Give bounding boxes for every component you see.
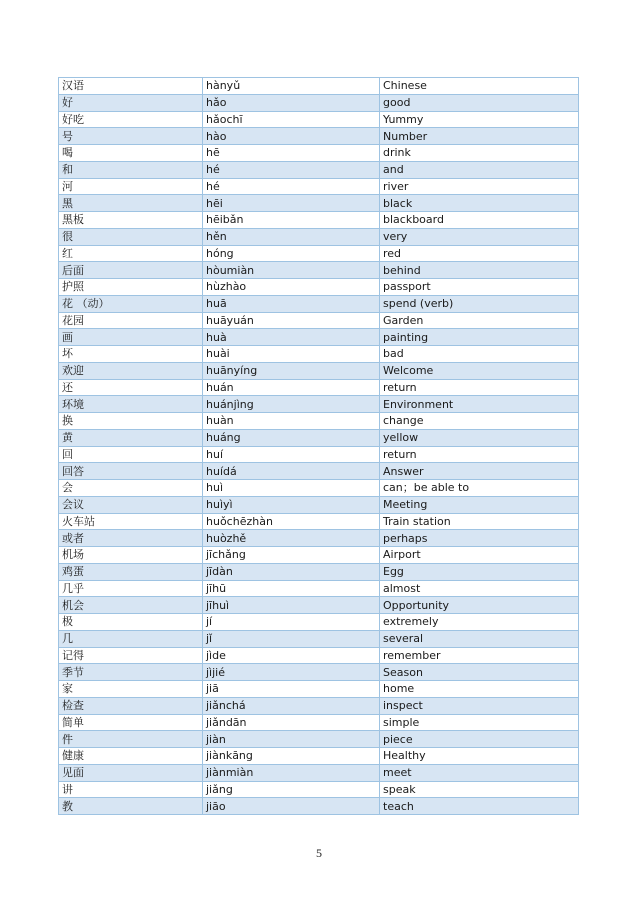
- chinese-word-cell: 回: [59, 446, 203, 463]
- table-row: [59, 748, 579, 765]
- pinyin-cell: hóng: [203, 245, 380, 262]
- vocabulary-table-body: [59, 78, 579, 815]
- table-row: [59, 681, 579, 698]
- pinyin-cell: huā: [203, 295, 380, 312]
- english-meaning-cell: Egg: [380, 563, 579, 580]
- pinyin-cell: jiǎndān: [203, 714, 380, 731]
- english-meaning-cell: river: [380, 178, 579, 195]
- chinese-word-cell: 护照: [59, 279, 203, 296]
- chinese-word-cell: 火车站: [59, 513, 203, 530]
- table-row: [59, 530, 579, 547]
- english-meaning-cell: almost: [380, 580, 579, 597]
- table-row: [59, 647, 579, 664]
- table-row: [59, 329, 579, 346]
- chinese-word-cell: 机场: [59, 547, 203, 564]
- pinyin-cell: jiāo: [203, 798, 380, 815]
- english-meaning-cell: Opportunity: [380, 597, 579, 614]
- chinese-word-cell: 会议: [59, 496, 203, 513]
- pinyin-cell: hǎo: [203, 94, 380, 111]
- pinyin-cell: jí: [203, 614, 380, 631]
- chinese-word-cell: 讲: [59, 781, 203, 798]
- chinese-word-cell: 换: [59, 413, 203, 430]
- table-row: [59, 346, 579, 363]
- english-meaning-cell: Yummy: [380, 111, 579, 128]
- table-row: [59, 563, 579, 580]
- english-meaning-cell: drink: [380, 145, 579, 162]
- pinyin-cell: hēi: [203, 195, 380, 212]
- table-row: [59, 547, 579, 564]
- table-row: [59, 94, 579, 111]
- english-meaning-cell: Number: [380, 128, 579, 145]
- english-meaning-cell: speak: [380, 781, 579, 798]
- pinyin-cell: huí: [203, 446, 380, 463]
- table-row: [59, 212, 579, 229]
- chinese-word-cell: 季节: [59, 664, 203, 681]
- english-meaning-cell: passport: [380, 279, 579, 296]
- pinyin-cell: jiǎnchá: [203, 697, 380, 714]
- english-meaning-cell: bad: [380, 346, 579, 363]
- table-row: [59, 630, 579, 647]
- table-row: [59, 145, 579, 162]
- english-meaning-cell: change: [380, 413, 579, 430]
- pinyin-cell: huáng: [203, 429, 380, 446]
- english-meaning-cell: simple: [380, 714, 579, 731]
- chinese-word-cell: 还: [59, 379, 203, 396]
- table-row: [59, 262, 579, 279]
- chinese-word-cell: 好吃: [59, 111, 203, 128]
- chinese-word-cell: 教: [59, 798, 203, 815]
- pinyin-cell: jīdàn: [203, 563, 380, 580]
- table-row: [59, 714, 579, 731]
- chinese-word-cell: 见面: [59, 764, 203, 781]
- chinese-word-cell: 汉语: [59, 78, 203, 95]
- table-row: [59, 362, 579, 379]
- english-meaning-cell: and: [380, 161, 579, 178]
- english-meaning-cell: Meeting: [380, 496, 579, 513]
- table-row: [59, 764, 579, 781]
- pinyin-cell: hànyǔ: [203, 78, 380, 95]
- page-number: 5: [316, 846, 322, 860]
- pinyin-cell: jīhuì: [203, 597, 380, 614]
- pinyin-cell: hùzhào: [203, 279, 380, 296]
- english-meaning-cell: black: [380, 195, 579, 212]
- table-row: [59, 614, 579, 631]
- table-row: [59, 396, 579, 413]
- english-meaning-cell: home: [380, 681, 579, 698]
- pinyin-cell: hǎochī: [203, 111, 380, 128]
- chinese-word-cell: 号: [59, 128, 203, 145]
- table-row: [59, 446, 579, 463]
- english-meaning-cell: blackboard: [380, 212, 579, 229]
- table-row: [59, 480, 579, 497]
- english-meaning-cell: Airport: [380, 547, 579, 564]
- pinyin-cell: jiàn: [203, 731, 380, 748]
- pinyin-cell: huídá: [203, 463, 380, 480]
- english-meaning-cell: perhaps: [380, 530, 579, 547]
- english-meaning-cell: Train station: [380, 513, 579, 530]
- pinyin-cell: hào: [203, 128, 380, 145]
- chinese-word-cell: 黄: [59, 429, 203, 446]
- table-row: [59, 195, 579, 212]
- english-meaning-cell: yellow: [380, 429, 579, 446]
- chinese-word-cell: 极: [59, 614, 203, 631]
- pinyin-cell: hòumiàn: [203, 262, 380, 279]
- chinese-word-cell: 好: [59, 94, 203, 111]
- pinyin-cell: huǒchēzhàn: [203, 513, 380, 530]
- english-meaning-cell: Welcome: [380, 362, 579, 379]
- pinyin-cell: huāyuán: [203, 312, 380, 329]
- english-meaning-cell: return: [380, 446, 579, 463]
- table-row: [59, 496, 579, 513]
- english-meaning-cell: meet: [380, 764, 579, 781]
- english-meaning-cell: piece: [380, 731, 579, 748]
- table-row: [59, 228, 579, 245]
- pinyin-cell: huì: [203, 480, 380, 497]
- table-row: [59, 111, 579, 128]
- chinese-word-cell: 很: [59, 228, 203, 245]
- pinyin-cell: jìjié: [203, 664, 380, 681]
- english-meaning-cell: spend (verb): [380, 295, 579, 312]
- table-row: [59, 128, 579, 145]
- table-row: [59, 178, 579, 195]
- pinyin-cell: hē: [203, 145, 380, 162]
- english-meaning-cell: Environment: [380, 396, 579, 413]
- table-row: [59, 295, 579, 312]
- pinyin-cell: jǐ: [203, 630, 380, 647]
- chinese-word-cell: 和: [59, 161, 203, 178]
- chinese-word-cell: 喝: [59, 145, 203, 162]
- chinese-word-cell: 欢迎: [59, 362, 203, 379]
- table-row: [59, 597, 579, 614]
- chinese-word-cell: 后面: [59, 262, 203, 279]
- table-row: [59, 463, 579, 480]
- pinyin-cell: huàn: [203, 413, 380, 430]
- english-meaning-cell: Healthy: [380, 748, 579, 765]
- table-row: [59, 664, 579, 681]
- pinyin-cell: huòzhě: [203, 530, 380, 547]
- chinese-word-cell: 几: [59, 630, 203, 647]
- english-meaning-cell: can；be able to: [380, 480, 579, 497]
- chinese-word-cell: 健康: [59, 748, 203, 765]
- pinyin-cell: huánjìng: [203, 396, 380, 413]
- pinyin-cell: jiànkāng: [203, 748, 380, 765]
- english-meaning-cell: inspect: [380, 697, 579, 714]
- pinyin-cell: huānyíng: [203, 362, 380, 379]
- pinyin-cell: hěn: [203, 228, 380, 245]
- chinese-word-cell: 红: [59, 245, 203, 262]
- english-meaning-cell: very: [380, 228, 579, 245]
- table-row: [59, 513, 579, 530]
- chinese-word-cell: 检查: [59, 697, 203, 714]
- pinyin-cell: jīchǎng: [203, 547, 380, 564]
- chinese-word-cell: 或者: [59, 530, 203, 547]
- english-meaning-cell: behind: [380, 262, 579, 279]
- chinese-word-cell: 花 （动）: [59, 295, 203, 312]
- chinese-word-cell: 家: [59, 681, 203, 698]
- pinyin-cell: huán: [203, 379, 380, 396]
- pinyin-cell: jīhū: [203, 580, 380, 597]
- english-meaning-cell: extremely: [380, 614, 579, 631]
- table-row: [59, 379, 579, 396]
- english-meaning-cell: good: [380, 94, 579, 111]
- english-meaning-cell: remember: [380, 647, 579, 664]
- vocabulary-table: [58, 77, 579, 815]
- english-meaning-cell: several: [380, 630, 579, 647]
- chinese-word-cell: 会: [59, 480, 203, 497]
- table-row: [59, 312, 579, 329]
- english-meaning-cell: Answer: [380, 463, 579, 480]
- table-row: [59, 279, 579, 296]
- table-row: [59, 731, 579, 748]
- pinyin-cell: huà: [203, 329, 380, 346]
- pinyin-cell: huìyì: [203, 496, 380, 513]
- table-row: [59, 78, 579, 95]
- english-meaning-cell: painting: [380, 329, 579, 346]
- table-row: [59, 781, 579, 798]
- table-row: [59, 798, 579, 815]
- chinese-word-cell: 件: [59, 731, 203, 748]
- table-row: [59, 697, 579, 714]
- pinyin-cell: hēibǎn: [203, 212, 380, 229]
- pinyin-cell: hé: [203, 161, 380, 178]
- chinese-word-cell: 记得: [59, 647, 203, 664]
- chinese-word-cell: 鸡蛋: [59, 563, 203, 580]
- chinese-word-cell: 坏: [59, 346, 203, 363]
- pinyin-cell: jiā: [203, 681, 380, 698]
- table-row: [59, 429, 579, 446]
- english-meaning-cell: teach: [380, 798, 579, 815]
- pinyin-cell: huài: [203, 346, 380, 363]
- table-row: [59, 413, 579, 430]
- english-meaning-cell: red: [380, 245, 579, 262]
- english-meaning-cell: Garden: [380, 312, 579, 329]
- pinyin-cell: jiǎng: [203, 781, 380, 798]
- table-row: [59, 580, 579, 597]
- chinese-word-cell: 环境: [59, 396, 203, 413]
- chinese-word-cell: 黑板: [59, 212, 203, 229]
- chinese-word-cell: 机会: [59, 597, 203, 614]
- pinyin-cell: jiànmiàn: [203, 764, 380, 781]
- english-meaning-cell: Chinese: [380, 78, 579, 95]
- english-meaning-cell: return: [380, 379, 579, 396]
- table-row: [59, 245, 579, 262]
- chinese-word-cell: 黑: [59, 195, 203, 212]
- chinese-word-cell: 简单: [59, 714, 203, 731]
- chinese-word-cell: 回答: [59, 463, 203, 480]
- chinese-word-cell: 几乎: [59, 580, 203, 597]
- pinyin-cell: hé: [203, 178, 380, 195]
- chinese-word-cell: 河: [59, 178, 203, 195]
- english-meaning-cell: Season: [380, 664, 579, 681]
- chinese-word-cell: 花园: [59, 312, 203, 329]
- chinese-word-cell: 画: [59, 329, 203, 346]
- table-row: [59, 161, 579, 178]
- pinyin-cell: jìde: [203, 647, 380, 664]
